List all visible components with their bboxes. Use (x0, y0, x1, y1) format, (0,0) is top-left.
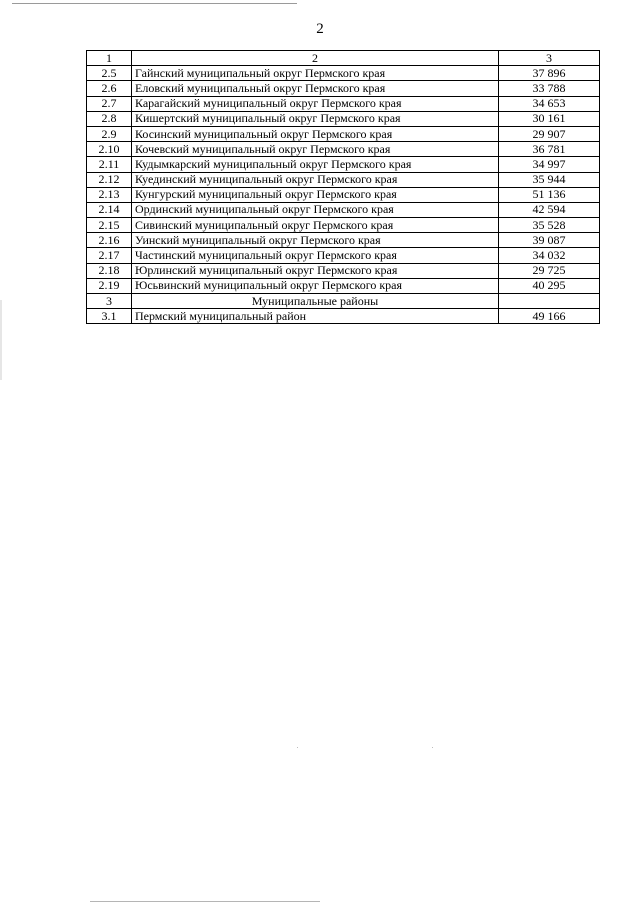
table-row (87, 202, 600, 217)
row-value: 51 136 (499, 187, 600, 202)
row-name: Кишертский муниципальный округ Пермского края (132, 111, 499, 126)
row-value: 49 166 (499, 309, 600, 324)
row-name: Юсьвинский муниципальный округ Пермского края (132, 278, 499, 293)
table-row (87, 278, 600, 293)
row-name: Карагайский муниципальный округ Пермского края (132, 96, 499, 111)
row-number: 2.17 (87, 248, 132, 263)
table-row (87, 187, 600, 202)
scan-artifact-dot (297, 747, 298, 748)
row-number: 2.7 (87, 96, 132, 111)
row-name: Частинский муниципальный округ Пермского края (132, 248, 499, 263)
row-value: 39 087 (499, 233, 600, 248)
column-header-name: 2 (132, 51, 499, 66)
row-number: 3.1 (87, 309, 132, 324)
row-number: 2.5 (87, 66, 132, 81)
table-row (87, 157, 600, 172)
table-row (87, 81, 600, 96)
row-value: 37 896 (499, 66, 600, 81)
row-number: 2.16 (87, 233, 132, 248)
row-number: 2.11 (87, 157, 132, 172)
scan-artifact-dot (432, 747, 433, 748)
table-row (87, 248, 600, 263)
row-number: 2.12 (87, 172, 132, 187)
scan-artifact-left-edge (0, 300, 2, 380)
row-number: 2.6 (87, 81, 132, 96)
table-row (87, 309, 600, 324)
table-row (87, 233, 600, 248)
column-header-value: 3 (499, 51, 600, 66)
row-value: 34 997 (499, 157, 600, 172)
table-row (87, 96, 600, 111)
table-row (87, 111, 600, 126)
scan-artifact-top-line (12, 3, 297, 4)
table-section-row (87, 294, 600, 309)
row-name: Еловский муниципальный округ Пермского края (132, 81, 499, 96)
row-number: 2.14 (87, 202, 132, 217)
row-name: Куединский муниципальный округ Пермского края (132, 172, 499, 187)
row-value: 35 944 (499, 172, 600, 187)
row-value: 30 161 (499, 111, 600, 126)
table-row (87, 142, 600, 157)
row-name: Кочевский муниципальный округ Пермского края (132, 142, 499, 157)
data-table (86, 50, 600, 324)
row-value: 35 528 (499, 218, 600, 233)
page-number: 2 (316, 21, 324, 37)
row-number: 2.19 (87, 278, 132, 293)
row-name: Юрлинский муниципальный округ Пермского края (132, 263, 499, 278)
row-value: 40 295 (499, 278, 600, 293)
row-number: 2.18 (87, 263, 132, 278)
row-name: Кудымкарский муниципальный округ Пермского края (132, 157, 499, 172)
row-name: Ординский муниципальный округ Пермского края (132, 202, 499, 217)
row-number: 2.13 (87, 187, 132, 202)
row-number: 2.10 (87, 142, 132, 157)
table-row (87, 126, 600, 141)
section-number: 3 (87, 294, 132, 309)
row-value: 34 032 (499, 248, 600, 263)
row-value: 29 907 (499, 126, 600, 141)
table-row (87, 263, 600, 278)
row-name: Пермский муниципальный район (132, 309, 499, 324)
row-value: 36 781 (499, 142, 600, 157)
section-title: Муниципальные районы (132, 294, 499, 309)
row-number: 2.8 (87, 111, 132, 126)
table-row (87, 172, 600, 187)
row-name: Косинский муниципальный округ Пермского края (132, 126, 499, 141)
column-header-number: 1 (87, 51, 132, 66)
row-value: 34 653 (499, 96, 600, 111)
row-number: 2.15 (87, 218, 132, 233)
table-header-row (87, 51, 600, 66)
scan-artifact-bottom-line (90, 901, 320, 902)
row-name: Уинский муниципальный округ Пермского края (132, 233, 499, 248)
table-row (87, 66, 600, 81)
row-number: 2.9 (87, 126, 132, 141)
table-row (87, 218, 600, 233)
row-name: Сивинский муниципальный округ Пермского края (132, 218, 499, 233)
row-value: 33 788 (499, 81, 600, 96)
row-name: Гайнский муниципальный округ Пермского края (132, 66, 499, 81)
row-name: Кунгурский муниципальный округ Пермского края (132, 187, 499, 202)
row-value: 42 594 (499, 202, 600, 217)
section-value (499, 294, 600, 309)
row-value: 29 725 (499, 263, 600, 278)
